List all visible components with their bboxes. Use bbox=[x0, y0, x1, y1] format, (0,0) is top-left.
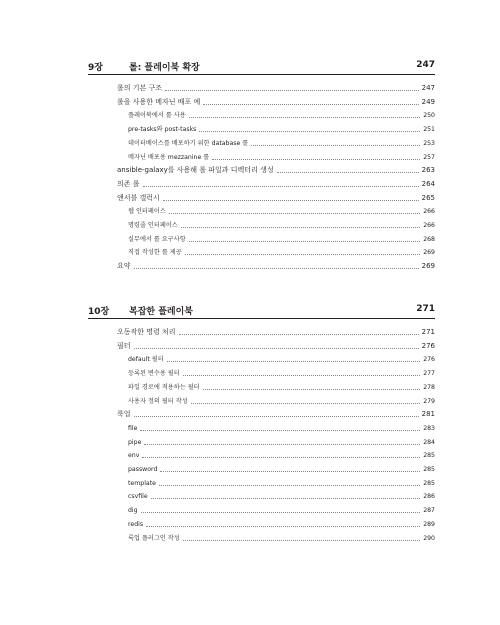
dot-leader bbox=[203, 104, 418, 105]
entry-title: pre-tasks와 post-tasks bbox=[128, 126, 197, 134]
entry-title: 오동작한 명령 처리 bbox=[117, 328, 176, 336]
toc-entry bbox=[88, 164, 435, 175]
dot-leader bbox=[159, 485, 420, 486]
entry-title: csvfile bbox=[128, 493, 148, 501]
toc-entry bbox=[88, 395, 435, 406]
dot-leader bbox=[144, 444, 420, 445]
toc-entry bbox=[88, 436, 435, 447]
entry-title: 메자닌 배포용 mezzanine 롤 bbox=[128, 153, 210, 161]
entry-title: ansible-galaxy를 사용해 롤 파일과 디렉터리 생성 bbox=[117, 166, 274, 175]
toc-entry bbox=[88, 490, 435, 501]
toc-entry bbox=[88, 123, 435, 134]
entry-page: 285 bbox=[423, 479, 435, 487]
entry-title: 파일 경로에 적용하는 필터 bbox=[128, 383, 200, 391]
toc-entry bbox=[88, 192, 435, 203]
dot-leader bbox=[189, 241, 420, 242]
dot-leader bbox=[181, 227, 420, 228]
toc-entry bbox=[88, 449, 435, 460]
entry-page: 249 bbox=[421, 97, 435, 106]
entry-page: 289 bbox=[423, 520, 435, 528]
entry-title: default 필터 bbox=[128, 356, 164, 364]
toc-entry bbox=[88, 381, 435, 392]
entry-page: 266 bbox=[423, 208, 435, 216]
dot-leader bbox=[251, 145, 420, 146]
chapter-title: 롤: 플레이북 확장 bbox=[129, 63, 200, 73]
entry-title: redis bbox=[128, 520, 144, 528]
entry-page: 271 bbox=[421, 328, 435, 336]
entry-page: 279 bbox=[423, 397, 435, 405]
toc-entry bbox=[88, 233, 435, 244]
dot-leader bbox=[277, 172, 419, 173]
dot-leader bbox=[169, 213, 420, 214]
toc-entry bbox=[88, 109, 435, 120]
entry-title: file bbox=[128, 424, 138, 432]
entry-title: 사용자 정의 필터 작성 bbox=[128, 397, 188, 405]
dot-leader bbox=[212, 159, 420, 160]
entry-page: 283 bbox=[423, 424, 435, 432]
toc-entry bbox=[88, 340, 435, 351]
entry-page: 276 bbox=[423, 356, 435, 364]
toc-entry bbox=[88, 463, 435, 474]
toc-entry bbox=[88, 353, 435, 364]
dot-leader bbox=[199, 131, 420, 132]
entry-title: 롤의 기본 구조 bbox=[117, 84, 163, 92]
toc-entry bbox=[88, 178, 435, 189]
entry-title: 앤서블 갤럭시 bbox=[117, 193, 160, 202]
toc-entry bbox=[88, 367, 435, 378]
entry-title: 명령줄 인터페이스 bbox=[128, 222, 178, 229]
chapter-header bbox=[88, 304, 435, 319]
toc-entry bbox=[88, 422, 435, 433]
entry-title: password bbox=[128, 466, 158, 473]
entry-title: 플레이북에서 롤 사용 bbox=[128, 112, 186, 120]
entry-page: 281 bbox=[421, 410, 435, 419]
dot-leader bbox=[151, 498, 420, 499]
entry-page: 251 bbox=[423, 126, 435, 134]
entry-page: 265 bbox=[421, 193, 435, 202]
entry-page: 290 bbox=[423, 534, 435, 542]
entry-title: 요약 bbox=[117, 262, 131, 271]
toc-entry bbox=[88, 246, 435, 257]
dot-leader bbox=[203, 389, 421, 390]
entry-page: 285 bbox=[423, 452, 435, 460]
entry-title: 직접 작성한 롤 제공 bbox=[128, 249, 182, 257]
toc-entry bbox=[88, 326, 435, 337]
entry-title: pipe bbox=[128, 438, 142, 446]
entry-page: 269 bbox=[421, 262, 435, 271]
toc-entry bbox=[88, 532, 435, 543]
entry-page: 247 bbox=[421, 84, 435, 92]
entry-page: 250 bbox=[423, 112, 435, 120]
dot-leader bbox=[167, 361, 420, 362]
entry-title: 웹 인터페이스 bbox=[128, 208, 166, 216]
entry-title: 롤을 사용한 메자닌 배포 예 bbox=[117, 97, 201, 106]
dot-leader bbox=[142, 457, 420, 458]
entry-page: 269 bbox=[423, 249, 435, 257]
chapter-10 bbox=[88, 304, 435, 542]
chapter-number: 9장 bbox=[88, 63, 103, 73]
entry-title: 실무에서 롤 요구사항 bbox=[128, 235, 186, 243]
dot-leader bbox=[143, 186, 419, 187]
entry-title: template bbox=[128, 479, 156, 487]
toc-entry bbox=[88, 219, 435, 230]
dot-leader bbox=[134, 268, 419, 269]
dot-leader bbox=[146, 526, 420, 527]
entry-page: 264 bbox=[421, 179, 435, 188]
toc-entry bbox=[88, 518, 435, 529]
entry-page: 285 bbox=[423, 466, 435, 473]
dot-leader bbox=[160, 471, 420, 472]
dot-leader bbox=[183, 540, 420, 541]
toc-entry bbox=[88, 137, 435, 148]
toc-entry bbox=[88, 82, 435, 93]
entry-title: 룩업 플러그인 작성 bbox=[128, 534, 180, 542]
dot-leader bbox=[183, 375, 420, 376]
entry-title: dig bbox=[128, 507, 138, 515]
dot-leader bbox=[141, 512, 421, 513]
entry-page: 253 bbox=[423, 139, 435, 147]
entry-page: 278 bbox=[423, 383, 435, 391]
entry-page: 263 bbox=[421, 166, 435, 175]
chapter-page: 271 bbox=[416, 304, 435, 314]
entry-page: 276 bbox=[421, 341, 435, 350]
entry-page: 286 bbox=[423, 493, 435, 501]
dot-leader bbox=[140, 430, 420, 431]
dot-leader bbox=[185, 254, 420, 255]
toc-entry bbox=[88, 96, 435, 107]
toc-entry bbox=[88, 504, 435, 515]
chapter-title: 복잡한 플레이북 bbox=[129, 307, 193, 317]
chapter-number: 10장 bbox=[88, 307, 110, 317]
entry-title: 필터 bbox=[117, 341, 131, 350]
entry-title: 등록된 변수용 필터 bbox=[128, 370, 180, 378]
chapter-header bbox=[88, 60, 435, 75]
chapter-page: 247 bbox=[416, 60, 435, 70]
entry-page: 268 bbox=[423, 235, 435, 243]
entry-title: env bbox=[128, 452, 140, 460]
entry-page: 277 bbox=[423, 370, 435, 378]
entry-title: 데이터베이스를 배포하기 위한 database 롤 bbox=[128, 139, 249, 147]
toc-entry bbox=[88, 260, 435, 271]
entry-page: 257 bbox=[423, 153, 435, 161]
entry-page: 287 bbox=[423, 507, 435, 515]
entry-page: 266 bbox=[423, 222, 435, 229]
toc-entry bbox=[88, 477, 435, 488]
dot-leader bbox=[179, 334, 419, 335]
dot-leader bbox=[134, 416, 419, 417]
dot-leader bbox=[191, 403, 420, 404]
dot-leader bbox=[189, 117, 420, 118]
entry-title: 의존 롤 bbox=[117, 179, 140, 188]
toc-entry bbox=[88, 151, 435, 162]
dot-leader bbox=[163, 200, 419, 201]
chapter-9 bbox=[88, 60, 435, 271]
toc-entry bbox=[88, 205, 435, 216]
entry-title: 룩업 bbox=[117, 410, 131, 419]
entry-page: 284 bbox=[423, 438, 435, 446]
dot-leader bbox=[134, 348, 419, 349]
dot-leader bbox=[165, 90, 419, 91]
toc-entry bbox=[88, 408, 435, 419]
